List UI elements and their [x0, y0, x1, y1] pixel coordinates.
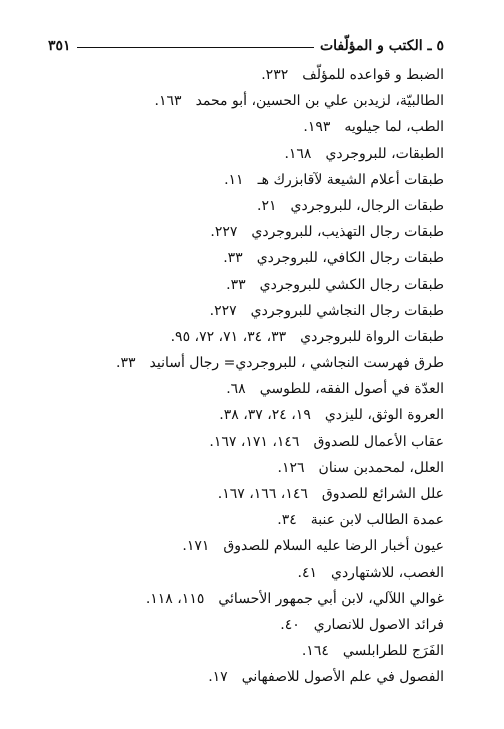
index-entry — [40, 219, 444, 245]
entry-pages: ٣٣. — [223, 250, 243, 267]
entry-pages: ١٦٣. — [154, 93, 182, 110]
entry-title: طبقات الرجال، للبروجردي — [290, 197, 444, 214]
entry-pages: ١٦٤. — [301, 643, 329, 660]
entry-pages: ٣٣. — [116, 355, 136, 372]
index-entry — [40, 62, 444, 88]
index-entry — [40, 376, 444, 402]
index-entry — [40, 612, 444, 638]
index-entry — [40, 429, 444, 455]
entry-pages: ٣٣. — [226, 276, 246, 293]
entry-pages: ١٤٦، ١٧١، ١٦٧. — [209, 433, 300, 450]
entry-title: العدّة في أصول الفقه، للطوسي — [259, 381, 444, 398]
entry-pages: ١١٥، ١١٨. — [145, 590, 205, 607]
page-number: ٣٥١ — [48, 38, 71, 54]
index-entry — [40, 586, 444, 612]
header-rule — [77, 47, 314, 48]
entry-title: طرق فهرست النجاشي ، للبروجردي= رجال أسانيد — [149, 355, 444, 372]
index-entry — [40, 350, 444, 376]
entry-title: الطب، لما جيلويه — [344, 119, 444, 136]
entry-title: الغصب، للاشتهاردي — [330, 564, 444, 581]
index-entry — [40, 167, 444, 193]
entry-title: طبقات أعلام الشيعة لآقابزرك هـ — [257, 171, 444, 188]
entry-pages: ٢٢٧. — [209, 302, 237, 319]
entry-pages: ٤١. — [297, 564, 317, 581]
entry-title: الطبقات، للبروجردي — [325, 145, 444, 162]
index-entry — [40, 141, 444, 167]
index-entries — [40, 62, 444, 691]
index-entry — [40, 481, 444, 507]
entry-pages: ٤٠. — [280, 616, 300, 633]
entry-title: عيون أخبار الرضا عليه السلام للصدوق — [223, 538, 444, 555]
index-entry — [40, 298, 444, 324]
index-entry — [40, 638, 444, 664]
index-entry — [40, 193, 444, 219]
entry-pages: ٣٣، ٣٤، ٧١، ٧٢، ٩٥. — [170, 328, 287, 345]
entry-title: فرائد الاصول للانصاري — [313, 616, 444, 633]
index-entry — [40, 88, 444, 114]
entry-pages: ٢١. — [257, 197, 277, 214]
entry-title: طبقات رجال الكافي، للبروجردي — [256, 250, 444, 267]
entry-pages: ١٧. — [208, 669, 228, 686]
entry-pages: ٦٨. — [226, 381, 246, 398]
entry-title: العروة الوثق، لليزدي — [324, 407, 444, 424]
entry-title: الضبط و قواعده للمؤلّف — [302, 67, 444, 83]
entry-title: العلل، لمحمدبن سنان — [318, 459, 444, 476]
entry-pages: ١٤٦، ١٦٦، ١٦٧. — [217, 486, 308, 502]
entry-title: عقاب الأعمال للصدوق — [313, 433, 444, 450]
index-entry — [40, 324, 444, 350]
entry-title: الطالبيّة، لزيدبن علي بن الحسين، أبو محمد — [195, 93, 444, 110]
entry-pages: ١٢٦. — [277, 459, 305, 476]
section-title: ٥ ـ الكتب و المؤلّفات — [319, 38, 444, 54]
entry-pages: ١٩٣. — [303, 119, 331, 136]
entry-pages: ٢٢٧. — [210, 224, 238, 241]
entry-title: طبقات الرواة للبروجردي — [300, 328, 444, 345]
entry-title: علل الشرائع للصدوق — [321, 486, 444, 502]
index-entry — [40, 114, 444, 140]
index-entry — [40, 507, 444, 533]
entry-title: الفصول في علم الأصول للاصفهاني — [241, 669, 444, 686]
entry-pages: ١٧١. — [182, 538, 210, 555]
index-entry — [40, 664, 444, 690]
entry-pages: ١١. — [224, 171, 244, 188]
index-entry — [40, 560, 444, 586]
index-entry — [40, 455, 444, 481]
entry-pages: ١٩، ٢٤، ٣٧، ٣٨. — [219, 407, 311, 424]
entry-title: طبقات رجال التهذيب، للبروجردي — [251, 224, 444, 241]
index-entry — [40, 533, 444, 559]
index-entry — [40, 272, 444, 298]
entry-title: طبقات رجال النجاشي للبروجردي — [250, 302, 444, 319]
index-entry — [40, 245, 444, 271]
page-header — [48, 30, 444, 54]
entry-title: عمدة الطالب لابن عنبة — [310, 512, 444, 529]
entry-pages: ٣٤. — [277, 512, 297, 529]
entry-pages: ٢٣٢. — [261, 67, 289, 83]
index-entry — [40, 402, 444, 428]
entry-title: غوالي اللآلي، لابن أبي جمهور الأحسائي — [218, 590, 444, 607]
entry-title: الفَرَج للطرابلسي — [342, 643, 444, 660]
entry-title: طبقات رجال الكشي للبروجردي — [259, 276, 444, 293]
entry-pages: ١٦٨. — [284, 145, 312, 162]
